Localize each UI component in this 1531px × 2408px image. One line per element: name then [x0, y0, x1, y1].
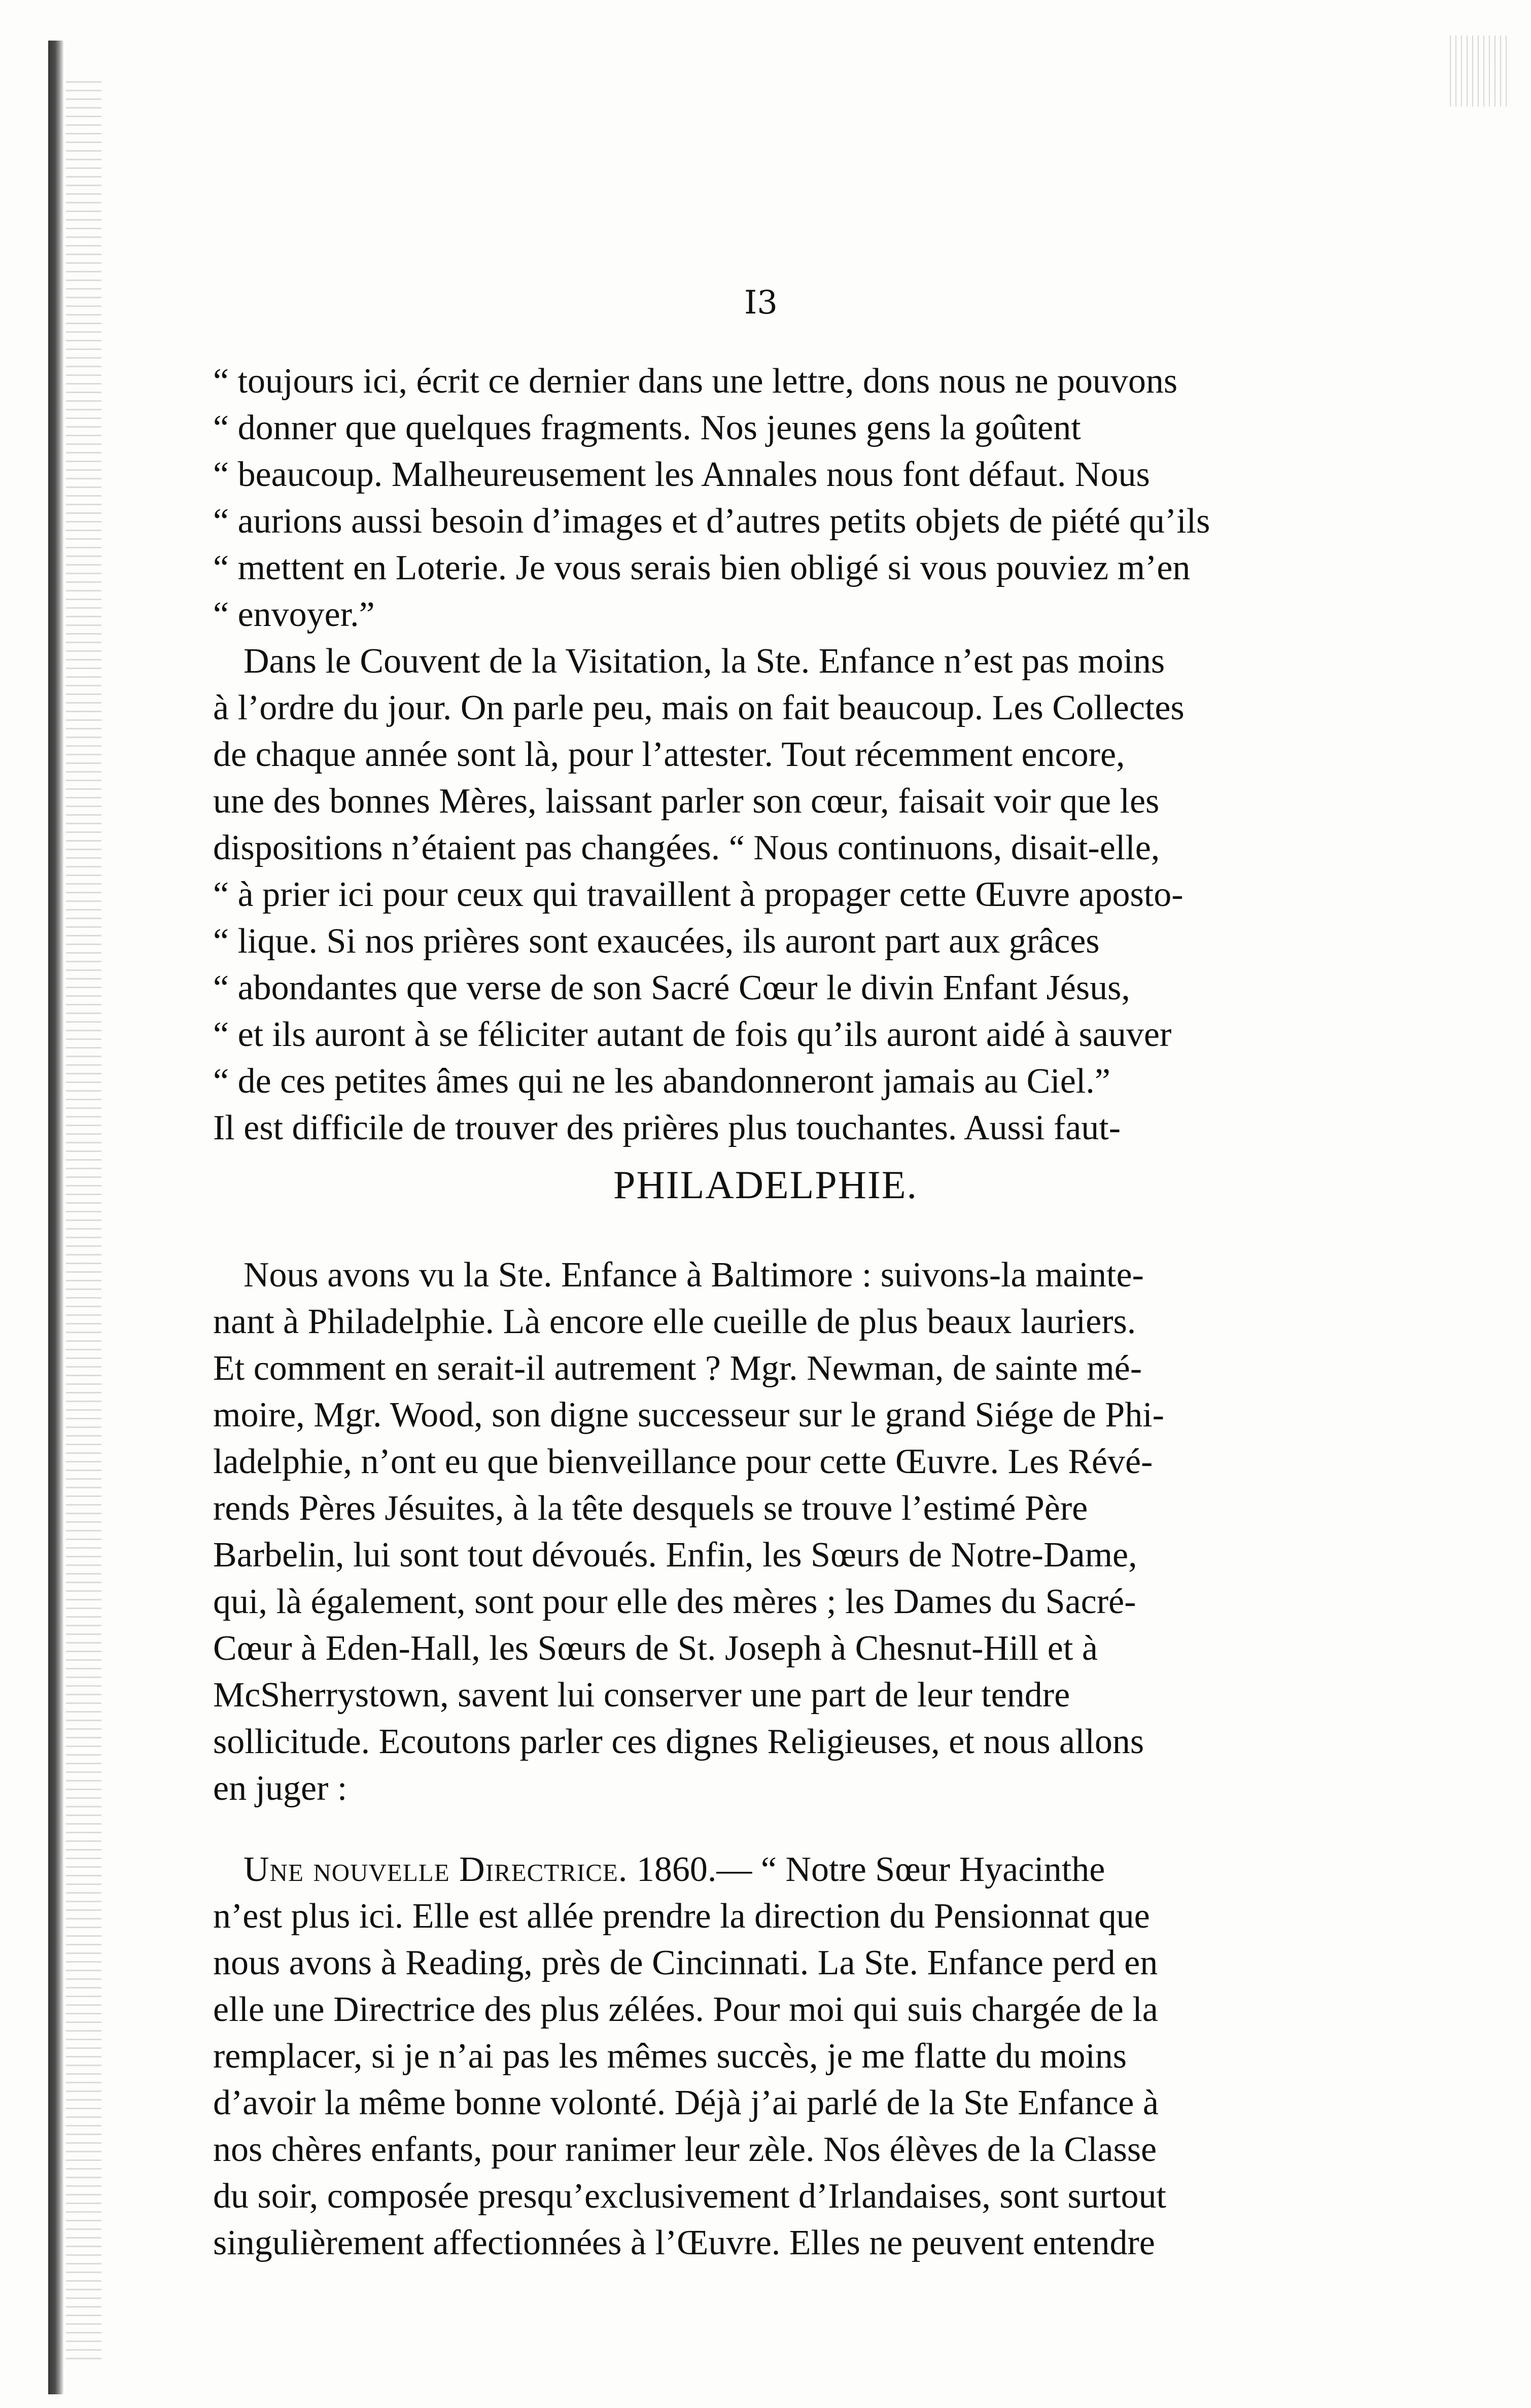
text-line: “ mettent en Loterie. Je vous serais bien obligé si vous pouviez m’en: [213, 548, 1191, 587]
text-line: “ envoyer.”: [213, 595, 375, 634]
text-line: singulièrement affectionnées à l’Œuvre. Elles ne peuvent entendre: [213, 2223, 1155, 2262]
section-heading: PHILADELPHIE.: [613, 1163, 918, 1207]
text-line: “ beaucoup. Malheureusement les Annales nous font défaut. Nous: [213, 455, 1150, 494]
text-line: [243, 1846, 1367, 1893]
text-line: “ toujours ici, écrit ce dernier dans une lettre, dons nous ne pouvons: [213, 362, 1178, 401]
text-line: remplacer, si je n’ai pas les mêmes succès, je me flatte du moins: [213, 2037, 1127, 2076]
text-line: “ donner que quelques fragments. Nos jeunes gens la goûtent: [213, 408, 1081, 447]
text-line: ladelphie, n’ont eu que bienveillance pour cette Œuvre. Les Révé-: [213, 1442, 1153, 1481]
text-line: qui, là également, sont pour elle des mères ; les Dames du Sacré-: [213, 1582, 1136, 1621]
text-line: nos chères enfants, pour ranimer leur zèle. Nos élèves de la Classe: [213, 2130, 1157, 2169]
text-line: d’avoir la même bonne volonté. Déjà j’ai parlé de la Ste Enfance à: [213, 2083, 1159, 2122]
text-line: moire, Mgr. Wood, son digne successeur sur le grand Siége de Phi-: [213, 1395, 1164, 1435]
text-line: “ à prier ici pour ceux qui travaillent à propager cette Œuvre aposto-: [213, 875, 1184, 914]
section-label: Une nouvelle Directrice.: [243, 1850, 628, 1889]
text-line: “ lique. Si nos prières sont exaucées, ils auront part aux grâces: [213, 922, 1100, 961]
text-line: elle une Directrice des plus zélées. Pour moi qui suis chargée de la: [213, 1990, 1158, 2029]
text-line: rends Pères Jésuites, à la tête desquels se trouve l’estimé Père: [213, 1489, 1088, 1528]
text-line: dispositions n’étaient pas changées. “ Nous continuons, disait-elle,: [213, 828, 1160, 867]
text-line: nant à Philadelphie. Là encore elle cueille de plus beaux lauriers.: [213, 1302, 1136, 1341]
text-line: McSherrystown, savent lui conserver une part de leur tendre: [213, 1676, 1070, 1715]
text-line: une des bonnes Mères, laissant parler son cœur, faisait voir que les: [213, 782, 1160, 821]
text-line: Barbelin, lui sont tout dévoués. Enfin, les Sœurs de Notre-Dame,: [213, 1535, 1137, 1575]
text-line: Dans le Couvent de la Visitation, la Ste. Enfance n’est pas moins: [243, 642, 1165, 681]
text-line: de chaque année sont là, pour l’attester. Tout récemment encore,: [213, 735, 1125, 774]
text-line: nous avons à Reading, près de Cincinnati. La Ste. Enfance perd en: [213, 1943, 1158, 1982]
text-line: Et comment en serait-il autrement ? Mgr. Newman, de sainte mé-: [213, 1349, 1142, 1388]
text-line: “ aurions aussi besoin d’images et d’autres petits objets de piété qu’ils: [213, 502, 1210, 541]
text-line: sollicitude. Ecoutons parler ces dignes Religieuses, et nous allons: [213, 1722, 1144, 1761]
page-number: I3: [744, 284, 778, 322]
text-line: Cœur à Eden-Hall, les Sœurs de St. Joseph à Chesnut-Hill et à: [213, 1629, 1098, 1668]
text-line: Il est difficile de trouver des prières plus touchantes. Aussi faut-: [213, 1108, 1121, 1147]
text-line: “ et ils auront à se féliciter autant de fois qu’ils auront aidé à sauver: [213, 1015, 1172, 1054]
text-line: Nous avons vu la Ste. Enfance à Baltimore : suivons-la mainte-: [243, 1255, 1144, 1295]
text-line: à l’ordre du jour. On parle peu, mais on fait beaucoup. Les Collectes: [213, 688, 1185, 727]
text-line: n’est plus ici. Elle est allée prendre la direction du Pensionnat que: [213, 1897, 1150, 1936]
text-line: “ de ces petites âmes qui ne les abandonneront jamais au Ciel.”: [213, 1062, 1110, 1101]
text-line: “ abondantes que verse de son Sacré Cœur le divin Enfant Jésus,: [213, 968, 1130, 1007]
text-line: du soir, composée presqu’exclusivement d’Irlandaises, sont surtout: [213, 2177, 1166, 2216]
text-line: en juger :: [213, 1769, 347, 1808]
text-line-rest: 1860.— “ Notre Sœur Hyacinthe: [628, 1850, 1105, 1889]
